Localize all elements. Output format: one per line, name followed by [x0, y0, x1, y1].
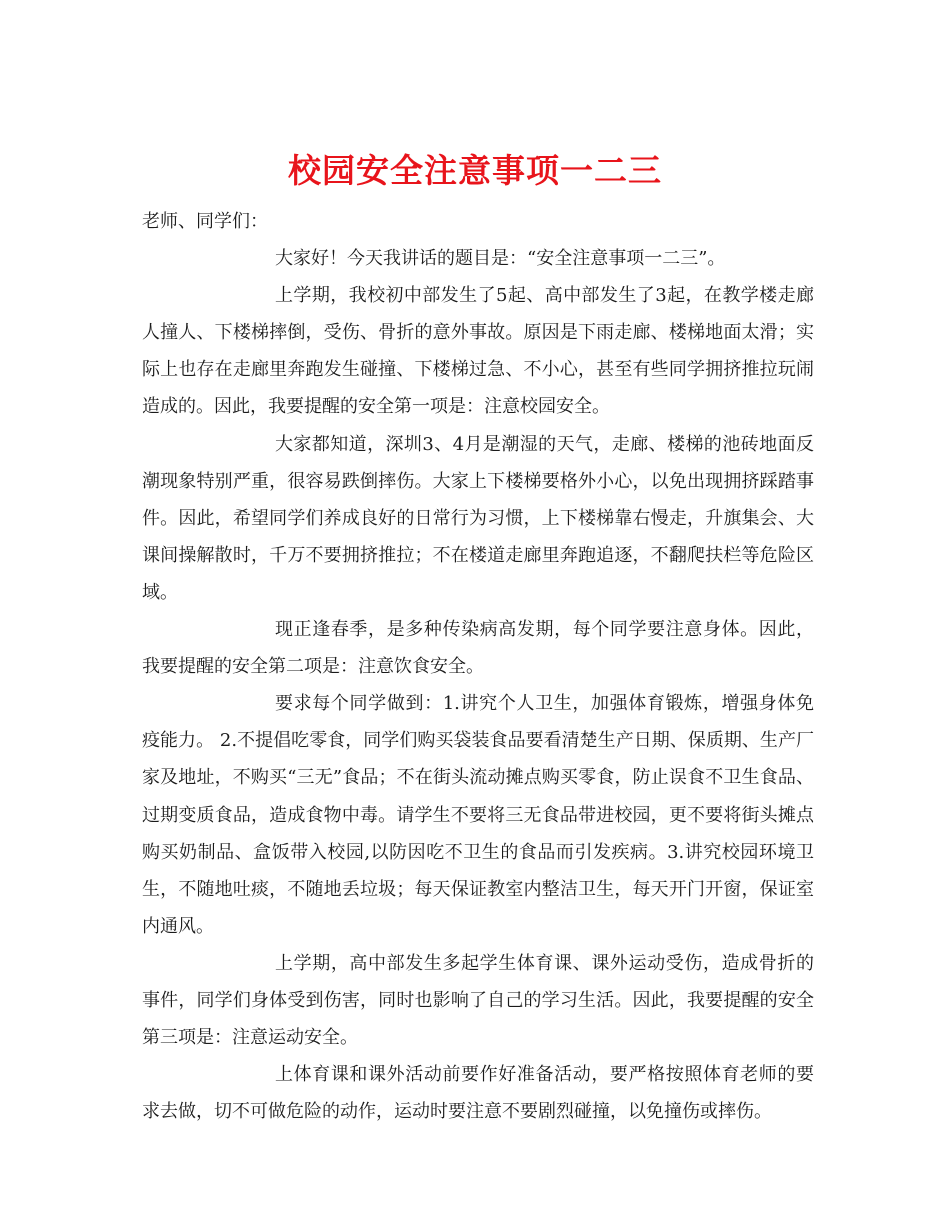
paragraph-stairs-safety: 大家都知道，深圳3、4月是潮湿的天气，走廊、楼梯的池砖地面反潮现象特别严重，很容易跌倒摔伤。大家上下楼梯要格外小心，以免出现拥挤踩踏事件。因此，希望同学们养成良好的日常行为习惯，上下楼梯靠右慢走，升旗集会、大课间操解散时，千万不要拥挤推拉；不在楼道走廊里奔跑追逐，不翻爬扶栏等危险区域。	[142, 433, 814, 603]
document-body	[142, 203, 814, 1130]
paragraph-spring-health: 现正逢春季，是多种传染病高发期，每个同学要注意身体。因此，我要提醒的安全第二项是：注意饮食安全。	[142, 619, 814, 678]
paragraph-campus-incidents: 上学期，我校初中部发生了5起、高中部发生了3起，在教学楼走廊人撞人、下楼梯摔倒，受伤、骨折的意外事故。原因是下雨走廊、楼梯地面太滑；实际上也存在走廊里奔跑发生碰撞、下楼梯过急、不小心，甚至有些同学拥挤推拉玩闹造成的。因此，我要提醒的安全第一项是：注意校园安全。	[142, 285, 814, 418]
paragraph-sports-safety-rules: 上体育课和课外活动前要作好准备活动，要严格按照体育老师的要求去做，切不可做危险的动作，运动时要注意不要剧烈碰撞，以免撞伤或摔伤。	[142, 1064, 814, 1123]
paragraph-greeting: 大家好！今天我讲话的题目是：“安全注意事项一二三”。	[275, 248, 726, 270]
paragraph-food-safety-rules: 要求每个同学做到：1.讲究个人卫生，加强体育锻炼，增强身体免疫能力。 2.不提倡吃零食，同学们购买袋装食品要看清楚生产日期、保质期、生产厂家及地址，不购买“三无”食品；不在街头流动摊点购买零食，防止误食不卫生食品、过期变质食品，造成食物中毒。请学生不要将三无食品带进校园，更不要将街头摊点购买奶制品、盒饭带入校园,以防因吃不卫生的食品而引发疾病。3.讲究校园环境卫生，不随地吐痰，不随地丢垃圾；每天保证教室内整洁卫生，每天开门开窗，保证室内通风。	[142, 693, 814, 937]
paragraph-sports-injuries: 上学期，高中部发生多起学生体育课、课外运动受伤，造成骨折的事件，同学们身体受到伤害，同时也影响了自己的学习生活。因此，我要提醒的安全第三项是：注意运动安全。	[142, 952, 814, 1049]
document-title: 校园安全注意事项一二三	[288, 151, 662, 191]
salutation: 老师、同学们：	[142, 211, 268, 232]
